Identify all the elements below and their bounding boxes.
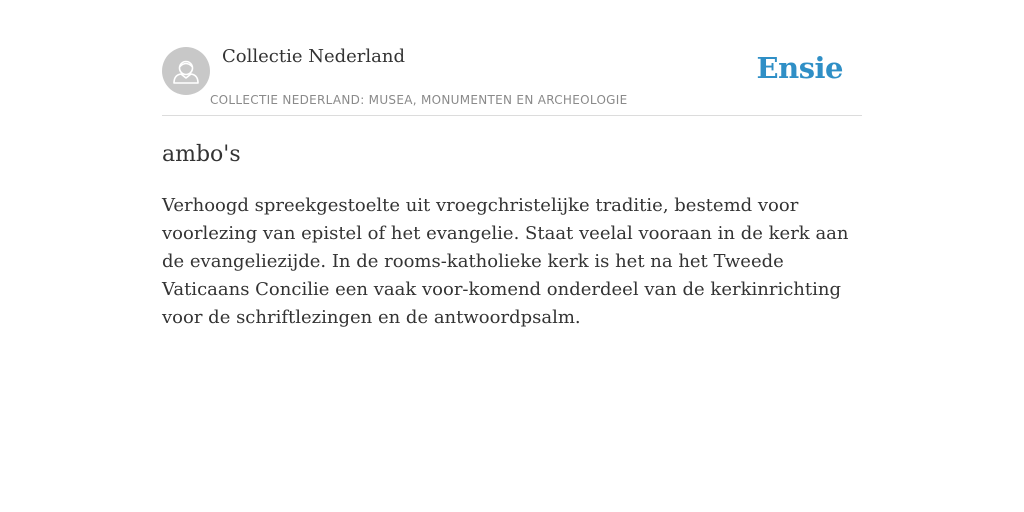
entry-card [162,40,862,332]
entry-definition: Verhoogd spreekgestoelte uit vroegchristelijke traditie, bestemd voor voorlezing van epistel of het evangelie. Staat veelal vooraan in de kerk aan de evangeliezijde. In de rooms-katholieke kerk is het na het Tweede Vaticaans Concilie een vaak voor-komend onderdeel van de kerkinrichting voor de schriftlezingen en de antwoordpsalm. [162,195,849,328]
entry-header [162,40,862,116]
source-label[interactable]: COLLECTIE NEDERLAND: MUSEA, MONUMENTEN EN ARCHEOLOGIE [210,93,628,107]
author-name[interactable]: Collectie Nederland [222,46,406,67]
avatar[interactable] [162,47,210,95]
entry-term: ambo's [162,142,241,167]
brand-logo[interactable]: Ensie [756,51,843,85]
user-icon [162,47,210,95]
